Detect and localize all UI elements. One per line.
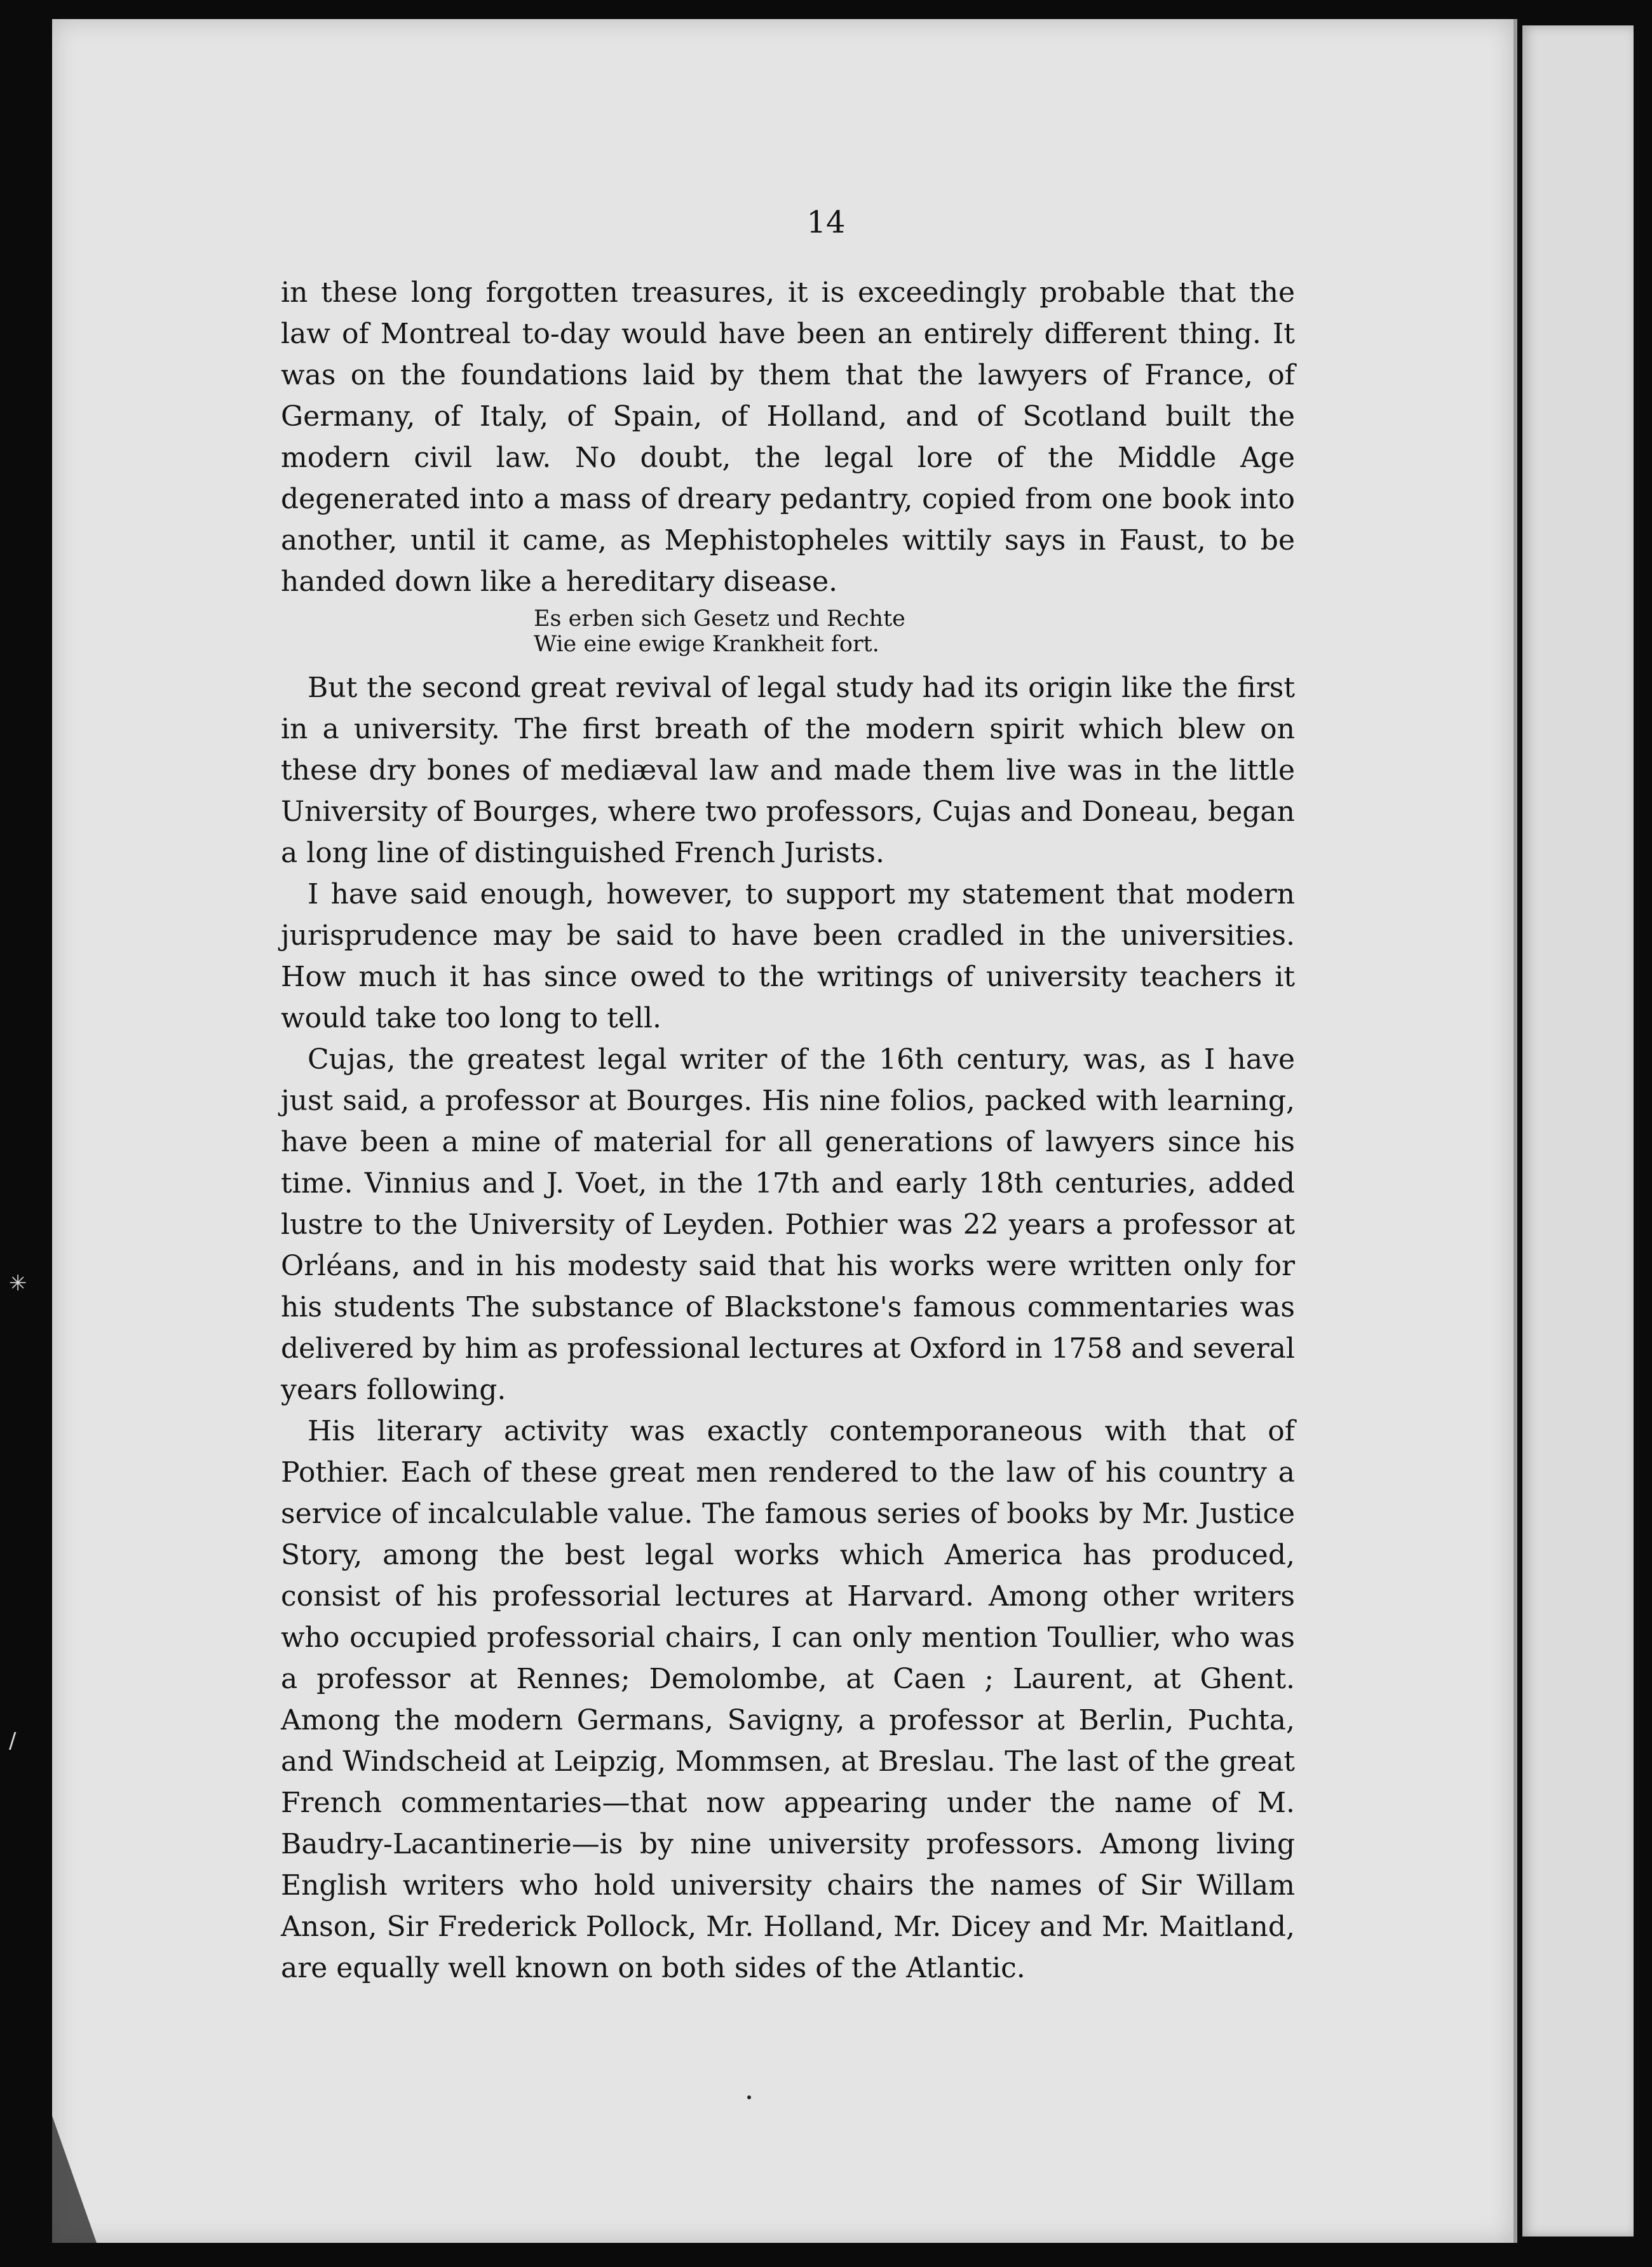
quotation-line: Wie eine ewige Krankheit fort.: [534, 632, 879, 657]
paragraph: in these long forgotten treasures, it is exceedingly probable that the law of Montreal to-day would have been an entirely different thing. It was on the foundations laid by them that the lawyers of France, of Germany, of Italy, of Spain, of Holland, and of Scotland built the modern civil law. No doubt, the legal lore of the Middle Age degenerated into a mass of dreary pedantry, copied from one book into another, until it came, as Mephistopheles wittily says in Faust, to be handed down like a hereditary disease.: [281, 276, 1295, 598]
paragraph: His literary activity was exactly contemporaneous with that of Pothier. Each of these great men rendered to the law of his country a service of incalculable value. The famous series of books by Mr. Justice Story, among the best legal works which America has produced, consist of his professorial lectures at Harvard. Among other writers who occupied professorial chairs, I can only mention Toullier, who was a professor at Rennes; Demolombe, at Caen ; Laurent, at Ghent. Among the modern Germans, Savigny, a professor at Berlin, Puchta, and Windscheid at Leipzig, Mommsen, at Breslau. The last of the great French commentaries—that now appearing under the name of M. Baudry-Lacantinerie—is by nine university professors. Among living English writers who hold university chairs the names of Sir Willam Anson, Sir Frederick Pollock, Mr. Holland, Mr. Dicey and Mr. Maitland, are equally well known on both sides of the Atlantic.: [281, 1415, 1295, 1984]
scan-artifact-mark: ✳: [9, 1271, 27, 1296]
german-quotation: [281, 606, 1295, 657]
ink-dot: [747, 2095, 751, 2099]
page-corner-shadow: [52, 2116, 97, 2243]
page-number: 14: [806, 205, 846, 240]
scan-artifact-mark: /: [9, 1728, 17, 1754]
paragraph: But the second great revival of legal study had its origin like the first in a university. The first breath of the modern spirit which blew on these dry bones of mediæval law and made them live was in the little University of Bourges, where two professors, Cujas and Doneau, began a long line of distinguished French Jurists.: [281, 672, 1295, 869]
adjacent-page-edge: [1522, 25, 1634, 2237]
body-text: [281, 272, 1295, 1989]
paragraph: I have said enough, however, to support my statement that modern jurisprudence may be said to have been cradled in the universities. How much it has since owed to the writings of university teachers it would take too long to tell.: [281, 878, 1295, 1034]
paragraph: Cujas, the greatest legal writer of the 16th century, was, as I have just said, a professor at Bourges. His nine folios, packed with learning, have been a mine of material for all generations of lawyers since his time. Vinnius and J. Voet, in the 17th and early 18th centuries, added lustre to the University of Leyden. Pothier was 22 years a professor at Orléans, and in his modesty said that his works were written only for his students The substance of Blackstone's famous commentaries was delivered by him as professional lectures at Oxford in 1758 and several years following.: [281, 1043, 1295, 1406]
quotation-line: Es erben sich Gesetz und Rechte: [534, 606, 905, 632]
